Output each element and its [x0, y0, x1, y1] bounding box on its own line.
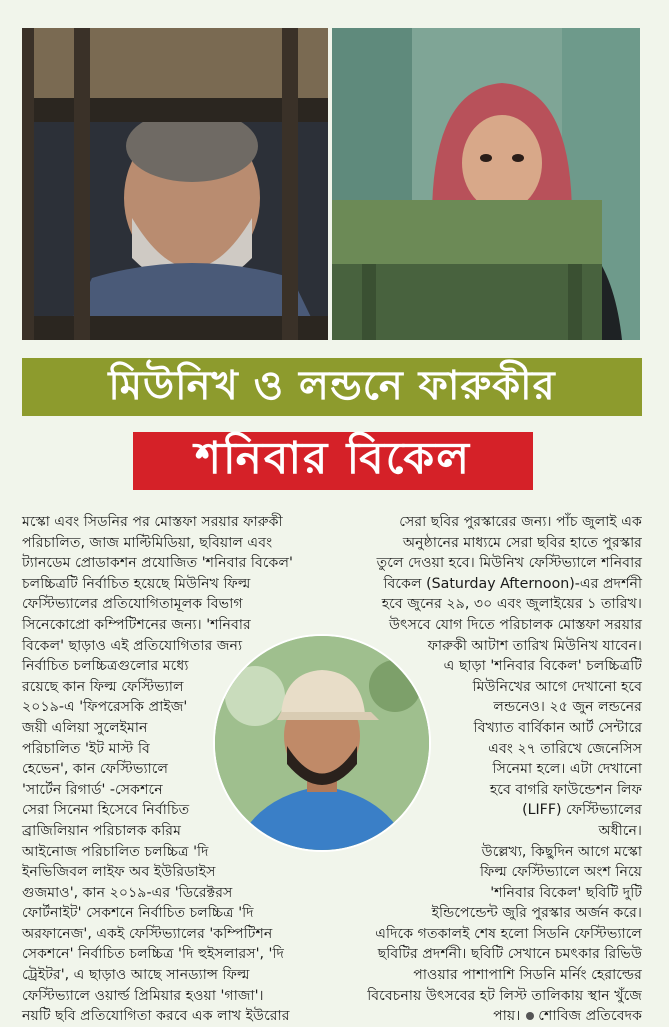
right-line: বিখ্যাত বার্বিকান আর্ট সেন্টারে: [473, 719, 642, 736]
director-portrait: [213, 634, 431, 852]
left-line: সেরা সিনেমা হিসেবে নির্বাচিত: [22, 802, 190, 819]
right-line: বিবেচনায় উৎসবের হট লিস্ট তালিকায় স্থান খুঁজে: [367, 987, 642, 1004]
left-line: ফেস্টিভ্যালের প্রতিযোগিতামূলক বিভাগ: [22, 596, 243, 613]
left-line: আইনোজ পরিচালিত চলচ্চিত্র 'দি: [22, 843, 209, 860]
left-line: ট্রেইটর', এ ছাড়াও আছে সানড্যান্স ফিল্ম: [22, 967, 250, 984]
left-line: পরিচালিত, জাজ মাল্টিমিডিয়া, ছবিয়াল এবং: [22, 534, 273, 551]
actress-photo-illustration: [332, 28, 640, 340]
left-line: ট্যানডেম প্রোডাকশন প্রযোজিত 'শনিবার বিকেল': [22, 555, 293, 572]
left-line: ব্রাজিলিয়ান পরিচালক করিম: [22, 822, 181, 839]
left-line: চলচ্চিত্রটি নির্বাচিত হয়েছে মিউনিখ ফিল্ম: [22, 575, 251, 592]
right-line: অধীনে।: [598, 822, 642, 839]
left-line: ফোর্টনাইট' সেকশনে নির্বাচিত চলচ্চিত্র 'দি: [22, 905, 254, 922]
portrait-illustration: [215, 636, 429, 850]
left-line: 'সার্টেন রিগার্ড' -সেকশনে: [22, 781, 163, 798]
left-line: ইনভিজিবল লাইফ অব ইউরিডাইস: [22, 864, 216, 881]
right-line: সেরা ছবির পুরস্কারের জন্য। পাঁচ জুলাই এক: [399, 514, 642, 530]
left-line: হেভেন', কান ফেস্টিভ্যালে: [22, 761, 169, 778]
photo-actress-hijab: [332, 28, 640, 340]
right-line: হবে বাগরি ফাউন্ডেশন লিফ: [489, 781, 642, 798]
left-line: বিকেল' ছাড়াও এই প্রতিযোগিতার জন্য: [22, 637, 243, 654]
right-line: এ ছাড়া 'শনিবার বিকেল' চলচ্চিত্রটি: [443, 658, 642, 675]
headline-line-2: শনিবার বিকেল: [133, 432, 533, 490]
right-line: পাওয়ার পাশাপাশি সিডনি মর্নিং হেরাল্ডের: [413, 967, 642, 984]
byline: শোবিজ প্রতিবেদক: [538, 1008, 642, 1025]
left-line: সেকশনে' নির্বাচিত চলচ্চিত্র 'দি হুইসলারস', 'দি: [22, 946, 284, 963]
right-line: লন্ডনেও। ২৫ জুন লন্ডনের: [493, 699, 642, 716]
right-line: অনুষ্ঠানের মাধ্যমে সেরা ছবির হাতে পুরস্কার: [402, 534, 642, 551]
right-line: (LIFF) ফেস্টিভ্যালের: [522, 802, 642, 819]
bullet-icon: [526, 1012, 534, 1020]
right-line: এদিকে গতকালই শেষ হলো সিডনি ফেস্টিভ্যালে: [375, 925, 642, 942]
last-line-text: পায়।: [493, 1008, 521, 1025]
right-line: ছবিটির প্রদর্শনী। ছবিটি সেখানে চমৎকার রিভিউ: [377, 946, 642, 963]
right-line: উল্লেখ্য, কিছুদিন আগে মস্কো: [481, 843, 642, 860]
right-line: ফারুকী আটাশ তারিখ মিউনিখ যাবেন।: [427, 637, 642, 654]
photo-actor-behind-bars: [22, 28, 328, 340]
right-line: এবং ২৭ তারিখে জেনেসিস: [488, 740, 642, 757]
left-line: পরিচালিত 'ইট মাস্ট বি: [22, 740, 150, 757]
right-line: 'শনিবার বিকেল' ছবিটি দুটি: [490, 884, 642, 901]
right-line: ইন্ডিপেন্ডেন্ট জুরি পুরস্কার অর্জন করে।: [431, 905, 642, 922]
left-line: মস্কো এবং সিডনির পর মোস্তফা সরয়ার ফারুকী: [22, 514, 283, 530]
right-line: মিউনিখের আগে দেখানো হবে: [472, 678, 642, 695]
right-line: হবে জুনের ২৯, ৩০ এবং জুলাইয়ের ১ তারিখ।: [381, 596, 642, 613]
left-line: সিনেকোপ্রো কম্পিটিশনের জন্য। 'শনিবার: [22, 616, 251, 633]
right-line: সিনেমা হলে। এটা দেখানো: [492, 761, 642, 778]
left-line: জয়ী এলিয়া সুলেইমান: [22, 719, 148, 736]
left-line: ২০১৯-এ 'ফিপরেসকি প্রাইজ': [22, 699, 188, 716]
left-line: নয়টি ছবি প্রতিযোগিতা করবে এক লাখ ইউরোর: [22, 1008, 290, 1025]
left-line: নির্বাচিত চলচ্চিত্রগুলোর মধ্যে: [22, 658, 189, 675]
actor-photo-illustration: [22, 28, 328, 340]
right-line: বিকেল (Saturday Afternoon)-এর প্রদর্শনী: [383, 575, 642, 592]
right-line: তুলে দেওয়া হবে। মিউনিখ ফেস্টিভ্যালে শনিবার: [376, 555, 642, 572]
left-line: গুজমাও', কান ২০১৯-এর 'ডিরেক্টরস: [22, 884, 233, 901]
headline-line-1: মিউনিখ ও লন্ডনে ফারুকীর: [22, 358, 642, 416]
right-line: ফিল্ম ফেস্টিভ্যালে অংশ নিয়ে: [479, 864, 642, 881]
byline-line: [340, 1006, 642, 1027]
left-line: অরফানেজ', একই ফেস্টিভ্যালের 'কম্পিটিশন: [22, 925, 273, 942]
left-line: ফেস্টিভ্যালে ওয়ার্ল্ড প্রিমিয়ার হওয়া 'গাজা'।: [22, 987, 264, 1004]
left-line: রয়েছে কান ফিল্ম ফেস্টিভ্যাল: [22, 678, 184, 695]
right-line: উৎসবে যোগ দিতে পরিচালক মোস্তফা সরয়ার: [389, 616, 642, 633]
